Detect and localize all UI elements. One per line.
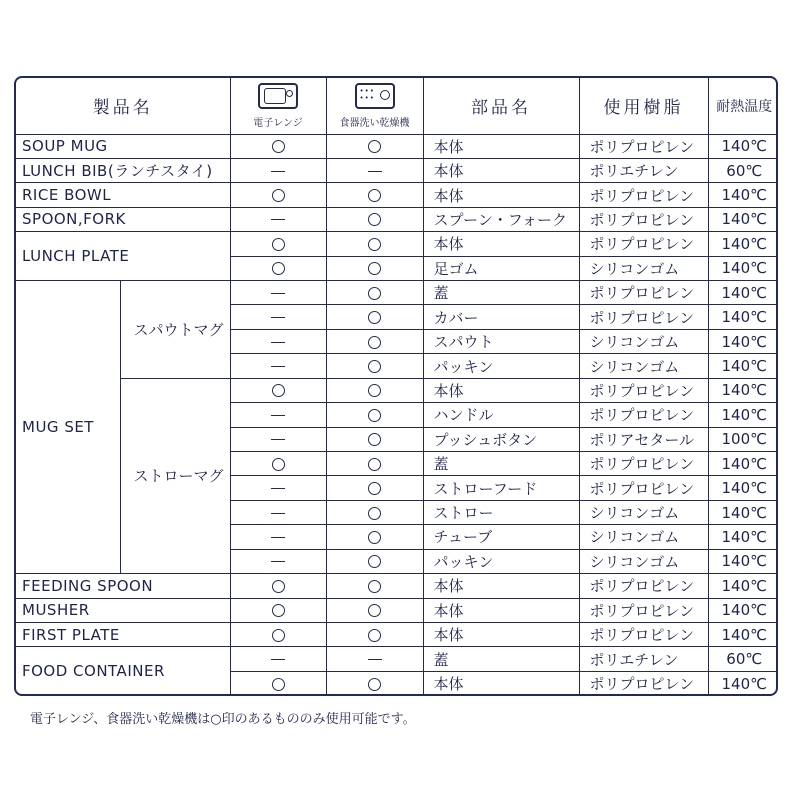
temp-cell: 140℃ (708, 622, 778, 646)
header-dishwasher-label: 食器洗い乾燥機 (339, 118, 410, 129)
dash-mark-icon (271, 513, 285, 514)
circle-mark-icon (368, 678, 381, 691)
temp-cell: 140℃ (708, 378, 778, 402)
circle-mark-icon (272, 604, 285, 617)
header-dishwasher (326, 78, 423, 134)
dishwasher-icon: ••• ••• (355, 83, 395, 109)
material-cell: ポリプロピレン (579, 232, 708, 256)
part-cell: 蓋 (423, 281, 579, 305)
temp-cell: 140℃ (708, 134, 778, 158)
material-cell: ポリエチレン (579, 647, 708, 671)
product-name-musher: MUSHER (16, 598, 230, 622)
circle-mark-icon (272, 238, 285, 251)
dishwasher-mark (326, 183, 423, 207)
table-row (16, 232, 778, 256)
dishwasher-mark (326, 329, 423, 353)
circle-mark-icon (368, 213, 381, 226)
temp-cell: 140℃ (708, 451, 778, 475)
circle-mark-icon (272, 458, 285, 471)
product-name-spoon-fork: SPOON,FORK (16, 207, 230, 231)
dishwasher-mark (326, 574, 423, 598)
circle-mark-icon (368, 604, 381, 617)
table-row (16, 207, 778, 231)
table-row (16, 134, 778, 158)
microwave-mark (230, 134, 326, 158)
header-row (16, 78, 778, 134)
dash-mark-icon (368, 659, 382, 660)
header-microwave-label: 電子レンジ (253, 118, 303, 129)
table-row (16, 183, 778, 207)
material-cell: シリコンゴム (579, 500, 708, 524)
microwave-mark (230, 647, 326, 671)
circle-mark-icon (272, 678, 285, 691)
table-row (16, 378, 778, 402)
table-row (16, 598, 778, 622)
dash-mark-icon (271, 439, 285, 440)
circle-mark-icon (368, 531, 381, 544)
dishwasher-mark (326, 305, 423, 329)
microwave-mark (230, 256, 326, 280)
dash-mark-icon (271, 659, 285, 660)
dash-mark-icon (271, 488, 285, 489)
part-cell: スパウト (423, 329, 579, 353)
dishwasher-mark (326, 354, 423, 378)
part-cell: 蓋 (423, 451, 579, 475)
dishwasher-mark (326, 427, 423, 451)
table-row (16, 574, 778, 598)
part-cell: プッシュボタン (423, 427, 579, 451)
material-cell: ポリプロピレン (579, 207, 708, 231)
circle-mark-icon (368, 311, 381, 324)
dishwasher-mark (326, 403, 423, 427)
temp-cell: 140℃ (708, 305, 778, 329)
product-name-lunch-bib: LUNCH BIB(ランチスタイ) (16, 158, 230, 182)
dash-mark-icon (271, 171, 285, 172)
part-cell: 本体 (423, 671, 579, 695)
dishwasher-mark (326, 281, 423, 305)
dash-mark-icon (271, 366, 285, 367)
part-cell: 本体 (423, 598, 579, 622)
material-cell: シリコンゴム (579, 256, 708, 280)
temp-cell: 140℃ (708, 476, 778, 500)
part-cell: 本体 (423, 378, 579, 402)
part-cell: 蓋 (423, 647, 579, 671)
microwave-mark (230, 403, 326, 427)
temp-cell: 140℃ (708, 183, 778, 207)
part-cell: チューブ (423, 525, 579, 549)
dishwasher-mark (326, 134, 423, 158)
temp-cell: 140℃ (708, 598, 778, 622)
product-name-feeding-spoon: FEEDING SPOON (16, 574, 230, 598)
microwave-mark (230, 476, 326, 500)
dishwasher-mark (326, 525, 423, 549)
circle-mark-icon (368, 238, 381, 251)
material-cell: ポリプロピレン (579, 378, 708, 402)
heat-resistance-table (14, 76, 778, 696)
temp-cell: 60℃ (708, 647, 778, 671)
circle-mark-icon (368, 629, 381, 642)
part-cell: ストローフード (423, 476, 579, 500)
part-cell: ストロー (423, 500, 579, 524)
microwave-icon (258, 83, 298, 109)
temp-cell: 140℃ (708, 574, 778, 598)
circle-mark-icon (368, 140, 381, 153)
material-cell: ポリプロピレン (579, 305, 708, 329)
circle-mark-icon (368, 482, 381, 495)
temp-cell: 140℃ (708, 525, 778, 549)
part-cell: 本体 (423, 622, 579, 646)
temp-cell: 140℃ (708, 671, 778, 695)
header-microwave (230, 78, 326, 134)
dash-mark-icon (271, 219, 285, 220)
dishwasher-mark (326, 500, 423, 524)
part-cell: 足ゴム (423, 256, 579, 280)
dash-mark-icon (271, 293, 285, 294)
dishwasher-mark (326, 598, 423, 622)
material-cell: ポリプロピレン (579, 134, 708, 158)
circle-mark-icon (272, 262, 285, 275)
table-row (16, 647, 778, 671)
microwave-mark (230, 281, 326, 305)
microwave-mark (230, 158, 326, 182)
material-cell: ポリプロピレン (579, 183, 708, 207)
spec-table (16, 78, 778, 696)
dishwasher-mark (326, 378, 423, 402)
material-cell: ポリプロピレン (579, 671, 708, 695)
dash-mark-icon (271, 415, 285, 416)
circle-mark-icon (368, 287, 381, 300)
microwave-mark (230, 500, 326, 524)
circle-mark-icon (368, 262, 381, 275)
part-cell: 本体 (423, 183, 579, 207)
material-cell: ポリプロピレン (579, 281, 708, 305)
part-cell: カバー (423, 305, 579, 329)
microwave-mark (230, 378, 326, 402)
dishwasher-mark (326, 256, 423, 280)
circle-mark-icon (368, 336, 381, 349)
header-product: 製品名 (16, 78, 230, 134)
material-cell: ポリプロピレン (579, 622, 708, 646)
circle-mark-icon (368, 384, 381, 397)
material-cell: シリコンゴム (579, 525, 708, 549)
table-row (16, 622, 778, 646)
circle-mark-icon (272, 140, 285, 153)
microwave-mark (230, 671, 326, 695)
dishwasher-mark (326, 671, 423, 695)
dishwasher-mark (326, 549, 423, 573)
microwave-mark (230, 574, 326, 598)
microwave-mark (230, 451, 326, 475)
product-name-mug-set: MUG SET (16, 281, 120, 574)
header-material: 使用樹脂 (579, 78, 708, 134)
circle-mark-icon (368, 580, 381, 593)
dash-mark-icon (271, 342, 285, 343)
material-cell: ポリアセタール (579, 427, 708, 451)
product-name-soup-mug: SOUP MUG (16, 134, 230, 158)
temp-cell: 140℃ (708, 500, 778, 524)
product-name-spout-mug: スパウトマグ (120, 281, 230, 379)
part-cell: 本体 (423, 232, 579, 256)
microwave-mark (230, 598, 326, 622)
microwave-mark (230, 183, 326, 207)
circle-mark-icon (368, 189, 381, 202)
material-cell: ポリプロピレン (579, 451, 708, 475)
product-name-lunch-plate: LUNCH PLATE (16, 232, 230, 281)
circle-mark-icon (368, 555, 381, 568)
material-cell: ポリプロピレン (579, 476, 708, 500)
dishwasher-mark (326, 232, 423, 256)
table-row (16, 158, 778, 182)
dishwasher-mark (326, 207, 423, 231)
dishwasher-mark (326, 158, 423, 182)
microwave-mark (230, 427, 326, 451)
temp-cell: 140℃ (708, 329, 778, 353)
circle-mark-icon (368, 433, 381, 446)
circle-mark-icon (368, 458, 381, 471)
material-cell: ポリプロピレン (579, 403, 708, 427)
part-cell: 本体 (423, 574, 579, 598)
microwave-mark (230, 305, 326, 329)
temp-cell: 140℃ (708, 232, 778, 256)
material-cell: ポリプロピレン (579, 574, 708, 598)
dash-mark-icon (368, 171, 382, 172)
circle-mark-icon (272, 629, 285, 642)
temp-cell: 100℃ (708, 427, 778, 451)
microwave-mark (230, 329, 326, 353)
dishwasher-mark (326, 622, 423, 646)
microwave-mark (230, 525, 326, 549)
table-row (16, 281, 778, 305)
circle-mark-icon (272, 580, 285, 593)
temp-cell: 140℃ (708, 256, 778, 280)
dishwasher-mark (326, 451, 423, 475)
temp-cell: 140℃ (708, 354, 778, 378)
circle-mark-icon (368, 507, 381, 520)
material-cell: ポリプロピレン (579, 598, 708, 622)
dishwasher-mark (326, 647, 423, 671)
temp-cell: 140℃ (708, 403, 778, 427)
part-cell: パッキン (423, 354, 579, 378)
dash-mark-icon (271, 537, 285, 538)
material-cell: シリコンゴム (579, 549, 708, 573)
microwave-mark (230, 232, 326, 256)
temp-cell: 60℃ (708, 158, 778, 182)
product-name-first-plate: FIRST PLATE (16, 622, 230, 646)
part-cell: 本体 (423, 134, 579, 158)
circle-mark-icon (368, 360, 381, 373)
material-cell: シリコンゴム (579, 354, 708, 378)
dishwasher-mark (326, 476, 423, 500)
header-part: 部品名 (423, 78, 579, 134)
material-cell: シリコンゴム (579, 329, 708, 353)
part-cell: ハンドル (423, 403, 579, 427)
temp-cell: 140℃ (708, 207, 778, 231)
product-name-straw-mug: ストローマグ (120, 378, 230, 573)
footnote: 電子レンジ、食器洗い乾燥機は○印のあるもののみ使用可能です。 (30, 712, 416, 727)
dash-mark-icon (271, 561, 285, 562)
temp-cell: 140℃ (708, 549, 778, 573)
part-cell: スプーン・フォーク (423, 207, 579, 231)
microwave-mark (230, 354, 326, 378)
part-cell: 本体 (423, 158, 579, 182)
mug-set-divider (120, 378, 230, 379)
microwave-mark (230, 549, 326, 573)
circle-mark-icon (272, 384, 285, 397)
dash-mark-icon (271, 317, 285, 318)
product-name-rice-bowl: RICE BOWL (16, 183, 230, 207)
microwave-mark (230, 622, 326, 646)
product-name-food-container: FOOD CONTAINER (16, 647, 230, 696)
part-cell: パッキン (423, 549, 579, 573)
microwave-mark (230, 207, 326, 231)
circle-mark-icon (272, 189, 285, 202)
circle-mark-icon (368, 409, 381, 422)
header-temp: 耐熱温度 (708, 78, 778, 134)
temp-cell: 140℃ (708, 281, 778, 305)
material-cell: ポリエチレン (579, 158, 708, 182)
